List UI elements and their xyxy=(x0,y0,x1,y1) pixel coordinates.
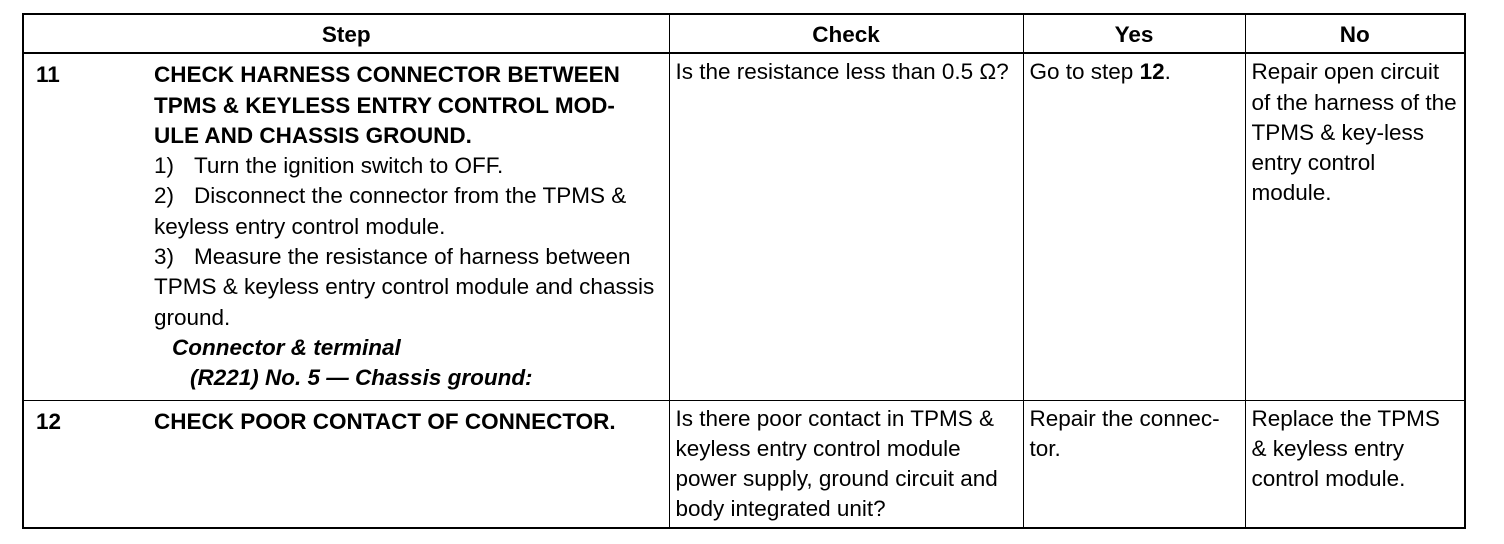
step-title: CHECK POOR CONTACT OF CONNECTOR. xyxy=(154,408,616,434)
substep xyxy=(154,151,657,181)
substep-text: Measure the resistance of harness between TPMS & keyless entry control module and chassis ground. xyxy=(154,244,655,330)
substep xyxy=(154,242,657,333)
check-cell: Is there poor contact in TPMS & keyless entry control module power supply, ground circuit and body integrated unit? xyxy=(669,400,1023,528)
no-cell: Repair open circuit of the harness of the TPMS & key-less entry control module. xyxy=(1245,53,1465,400)
substep-text: Disconnect the connector from the TPMS & keyless entry control module. xyxy=(154,183,627,239)
spec-value: (R221) No. 5 — Chassis ground: xyxy=(190,365,533,391)
substep xyxy=(154,181,657,242)
table-header-row xyxy=(23,14,1465,53)
step-number: 11 xyxy=(36,62,60,88)
header-step: Step xyxy=(23,14,669,53)
spec-label: Connector & terminal xyxy=(172,334,401,360)
header-no: No xyxy=(1245,14,1465,53)
step-body xyxy=(154,57,663,397)
yes-step-link: 12 xyxy=(1139,59,1165,85)
substep-number: 1) xyxy=(154,153,175,179)
diagnostic-table xyxy=(22,13,1466,529)
step-body xyxy=(154,404,663,441)
step-cell xyxy=(23,53,669,400)
table-row xyxy=(23,400,1465,528)
yes-prefix: Go to step xyxy=(1029,59,1140,85)
step-title: CHECK HARNESS CONNECTOR BETWEEN TPMS & KEYLESS ENTRY CONTROL MOD-ULE AND CHASSIS GROUND. xyxy=(154,62,620,148)
table-row xyxy=(23,53,1465,400)
step-cell xyxy=(23,400,669,528)
no-cell: Replace the TPMS & keyless entry control module. xyxy=(1245,400,1465,528)
yes-cell xyxy=(1023,53,1245,400)
step-number: 12 xyxy=(36,408,62,434)
yes-cell: Repair the connec-tor. xyxy=(1023,400,1245,528)
yes-suffix: . xyxy=(1164,59,1171,85)
substep-number: 3) xyxy=(154,244,175,270)
check-cell: Is the resistance less than 0.5 Ω? xyxy=(669,53,1023,400)
header-check: Check xyxy=(669,14,1023,53)
substep-text: Turn the ignition switch to OFF. xyxy=(194,153,504,179)
header-yes: Yes xyxy=(1023,14,1245,53)
substep-number: 2) xyxy=(154,183,175,209)
